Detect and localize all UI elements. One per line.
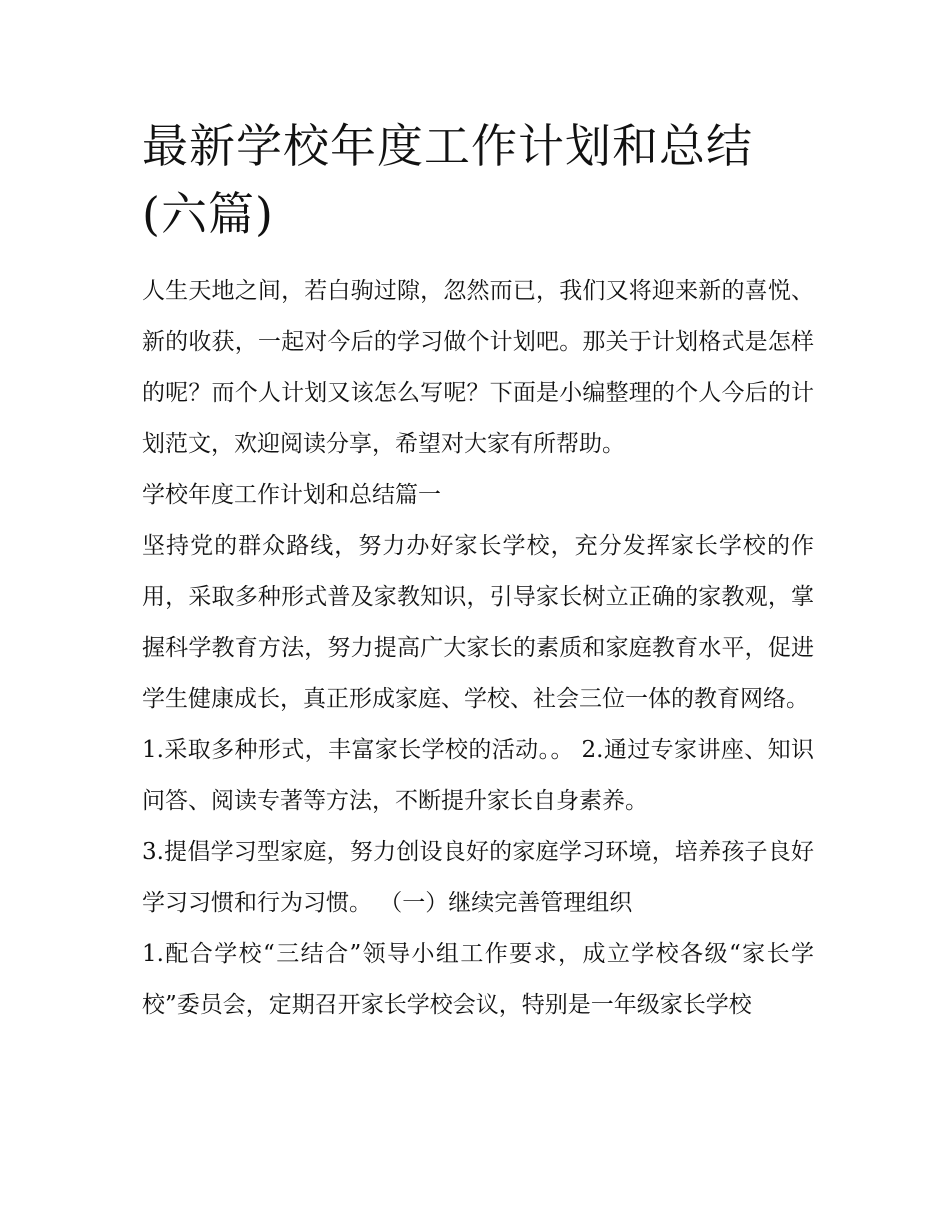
intro-paragraph: 人生天地之间，若白驹过隙，忽然而已，我们又将迎来新的喜悦、新的收获，一起对今后的学习做个计划吧。那关于计划格式是怎样的呢？而个人计划又该怎么写呢？下面是小编整理的个人今后的计划范文，欢迎阅读分享，希望对大家有所帮助。 xyxy=(142,278,814,457)
document-title: 最新学校年度工作计划和总结(六篇) xyxy=(142,119,753,241)
section-heading: 学校年度工作计划和总结篇一 xyxy=(142,482,441,508)
body-paragraph: 坚持党的群众路线，努力办好家长学校，充分发挥家长学校的作用，采取多种形式普及家教知识，引导家长树立正确的家教观，掌握科学教育方法，努力提高广大家长的素质和家庭教育水平，促进学生健康成长，真正形成家庭、学校、社会三位一体的教育网络。 xyxy=(142,533,814,712)
list-paragraph: 1.配合学校“三结合”领导小组工作要求，成立学校各级“家长学校”委员会，定期召开家长学校会议，特别是一年级家长学校 xyxy=(142,941,814,1018)
document-body xyxy=(142,266,814,1031)
document-content xyxy=(142,112,814,1031)
list-paragraph: 1.采取多种形式，丰富家长学校的活动。。 2.通过专家讲座、知识问答、阅读专著等方法，不断提升家长自身素养。 xyxy=(142,737,814,814)
list-paragraph: 3.提倡学习型家庭，努力创设良好的家庭学习环境，培养孩子良好学习习惯和行为习惯。 （一）继续完善管理组织 xyxy=(142,839,814,916)
